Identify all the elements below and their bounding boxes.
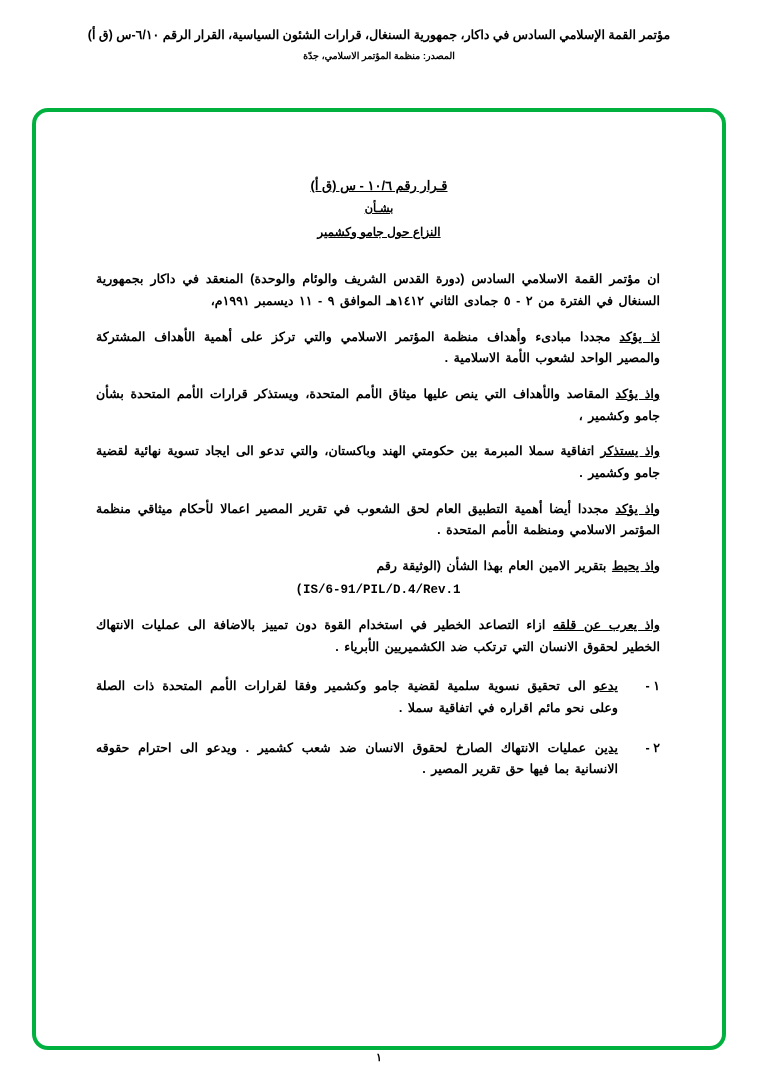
clause-item: [96, 738, 660, 781]
paragraph-lead: واذ يحيط: [611, 558, 660, 573]
paragraph-text: اتفاقية سملا المبرمة بين حكومتي الهند وباكستان، والتي تدعو الى ايجاد تسوية نهائية لقضية جامو وكشمير .: [96, 444, 660, 480]
paragraph-lead: واذ يؤكد: [615, 386, 660, 401]
resolution-subject-label: بشـأن: [364, 202, 394, 215]
resolution-number: قـرار رقم ١٠/٦ - س (ق أ): [310, 178, 448, 193]
clause-item: [96, 676, 660, 719]
paragraph: [96, 384, 660, 427]
clause-text: عمليات الانتهاك الصارخ لحقوق الانسان ضد شعب كشمير . ويدعو الى احترام حقوقه الانسانية بما فيها حق تقرير المصير .: [96, 740, 618, 777]
paragraph-lead: واذ يؤكد: [615, 501, 660, 516]
paragraph-text: بتقرير الامين العام بهذا الشأن (الوثيقة رقم: [376, 558, 612, 573]
paragraph-text: ان مؤتمر القمة الاسلامي السادس (دورة القدس الشريف والوئام والوحدة) المنعقد في داكار بجمهورية السنغال في الفترة من ٢ - ٥ جمادى الثاني ١٤١٢هـ الموافق ٩ - ١١ ديسمبر ١٩٩١م،: [96, 272, 660, 308]
clause-body: [96, 676, 618, 719]
paragraph: [96, 556, 660, 578]
clause-lead: يدين: [594, 740, 618, 755]
paragraph-text: مجددا أيضا أهمية التطبيق العام لحق الشعوب في تقرير المصير اعمالا لأحكام ميثاقي منظمة المؤتمر الاسلامي ومنظمة الأمم المتحدة .: [96, 501, 660, 538]
paragraph: [96, 269, 660, 312]
clause-body: [96, 738, 618, 781]
green-frame-border: [32, 108, 726, 1050]
paragraph-lead: اذ يؤكد: [619, 329, 660, 344]
paragraph: [96, 327, 660, 370]
paragraph-text: مجددا مبادىء وأهداف منظمة المؤتمر الاسلامي والتي تركز على أهمية الأهداف المشتركة والمصير الواحد لشعوب الأمة الاسلامية .: [96, 329, 660, 366]
clause-lead: يدعو: [593, 679, 618, 694]
clause-number: ١ -: [645, 679, 660, 694]
header-source: المصدر: منظمة المؤتمر الاسلامي، جدّة: [303, 50, 455, 62]
paragraph-text: ازاء التصاعد الخطير في استخدام القوة دون تمييز بالاضافة الى عمليات الانتهاك الخطير لحقوق الانسان التي ترتكب ضد الكشميريين الأبرياء .: [96, 618, 660, 654]
resolution-heading-block: [82, 174, 676, 243]
paragraph-text: المقاصد والأهداف التي ينص عليها ميثاق الأمم المتحدة، ويستذكر قرارات الأمم المتحدة بشأن جامو وكشمير ،: [96, 386, 660, 423]
paragraph-lead: واذ يستذكر: [600, 444, 661, 459]
document-header: [0, 0, 758, 62]
resolution-subject: النزاع حول جامو وكشمير: [317, 224, 441, 239]
clause-text: الى تحقيق نسوية سلمية لقضية جامو وكشمير وفقا لقرارات الأمم المتحدة ذات الصلة وعلى نحو مائم اقراره في اتفاقية سملا .: [96, 679, 618, 716]
paragraph: [96, 615, 660, 658]
document-body: [82, 164, 676, 1028]
document-reference-number: (IS/6-91/PIL/D.4/Rev.1: [295, 582, 461, 597]
paragraph: [96, 499, 660, 542]
header-title: مؤتمر القمة الإسلامي السادس في داكار، جمهورية السنغال، قرارات الشئون السياسية، القرار الرقم ٦/١٠-س (ق أ): [87, 28, 671, 42]
paragraph-lead: واذ يعرب عن قلقه: [553, 618, 660, 633]
paragraph: [96, 441, 660, 484]
clause-number: ٢ -: [645, 740, 660, 755]
page-number: ١: [376, 1052, 382, 1064]
